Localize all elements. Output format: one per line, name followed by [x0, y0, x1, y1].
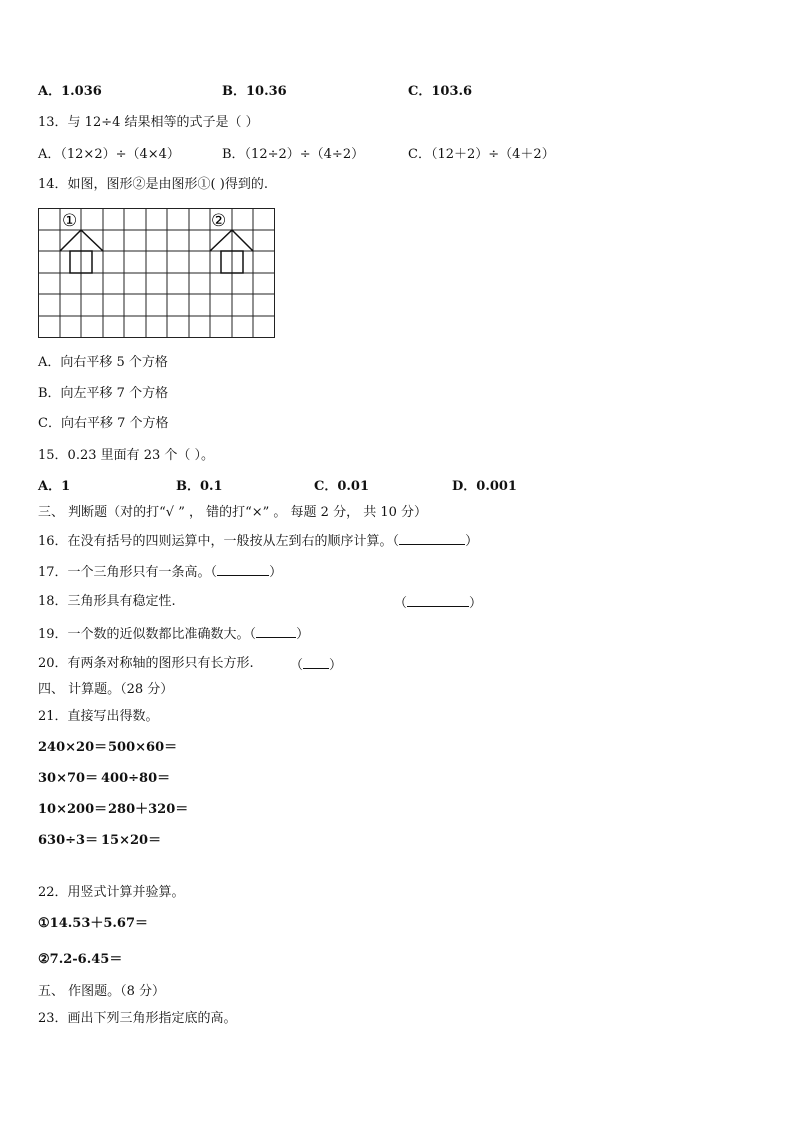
q15-stem: 15．0.23 里面有 23 个（ ）。	[38, 448, 215, 463]
q21-item: 630÷3＝	[38, 833, 99, 848]
q21-item: 400÷80＝	[101, 771, 171, 786]
q14-option-a: A．向右平移 5 个方格	[38, 355, 168, 370]
q14-grid-figure	[38, 208, 276, 339]
q19-answer-blank[interactable]: （ ）	[249, 627, 310, 642]
q20	[38, 656, 254, 672]
q23-stem: 23．画出下列三角形指定底的高。	[38, 1011, 237, 1026]
q12-option-b: B．10.36	[222, 84, 287, 99]
q18	[38, 594, 176, 610]
q22-item-1: ①14.53＋5.67＝	[38, 916, 149, 931]
q21-item: 500×60＝	[108, 740, 178, 755]
q13-option-b: B．（12÷2）÷（4÷2）	[222, 147, 365, 162]
section-4-heading: 四、 计算题。（28 分）	[38, 682, 174, 697]
q18-text: 18．三角形具有稳定性.	[38, 594, 176, 609]
q15-option-c: C．0.01	[314, 479, 370, 494]
q16-text: 16．在没有括号的四则运算中，一般按从左到右的顺序计算。	[38, 534, 393, 549]
q14-option-c: C．向右平移 7 个方格	[38, 416, 169, 431]
figure-1-label: ①	[62, 211, 78, 231]
q20-text: 20．有两条对称轴的图形只有长方形.	[38, 656, 254, 671]
q13-option-c: C．（12＋2）÷（4＋2）	[408, 147, 555, 162]
q19	[38, 625, 309, 643]
q20-answer-blank[interactable]: （ ）	[290, 658, 343, 673]
q21-item: 240×20＝	[38, 740, 108, 755]
q15-option-b: B．0.1	[176, 479, 223, 494]
q21-stem: 21．直接写出得数。	[38, 709, 159, 724]
q13-stem: 13．与 12÷4 结果相等的式子是（ ）	[38, 115, 259, 130]
q14-option-b: B．向左平移 7 个方格	[38, 386, 169, 401]
q12-option-a: A．1.036	[38, 84, 102, 99]
q15-option-a: A．1	[38, 479, 71, 494]
q21-item: 280＋320＝	[108, 802, 189, 817]
q22-stem: 22．用竖式计算并验算。	[38, 885, 185, 900]
section-3-heading: 三、 判断题（对的打“√ ” ， 错的打“×” 。 每题 2 分， 共 10 分）	[38, 505, 428, 520]
q18-answer-blank[interactable]: （ ）	[394, 596, 483, 611]
q14-stem: 14．如图，图形②是由图形①( )得到的.	[38, 177, 268, 192]
q21-item: 15×20＝	[101, 833, 162, 848]
q17	[38, 563, 282, 581]
q16-answer-blank[interactable]: （ ）	[392, 534, 479, 549]
q22-item-2: ②7.2-6.45＝	[38, 952, 123, 967]
q16	[38, 532, 478, 550]
q17-answer-blank[interactable]: （ ）	[210, 565, 283, 580]
q21-item: 30×70＝	[38, 771, 99, 786]
figure-2-label: ②	[211, 211, 227, 231]
q13-option-a: A．（12×2）÷（4×4）	[38, 147, 180, 162]
q17-text: 17．一个三角形只有一条高。	[38, 565, 211, 580]
q21-item: 10×200＝	[38, 802, 108, 817]
q12-option-c: C．103.6	[408, 84, 473, 99]
q15-option-d: D．0.001	[452, 479, 517, 494]
section-5-heading: 五、 作图题。（8 分）	[38, 984, 166, 999]
q19-text: 19．一个数的近似数都比准确数大。	[38, 627, 250, 642]
